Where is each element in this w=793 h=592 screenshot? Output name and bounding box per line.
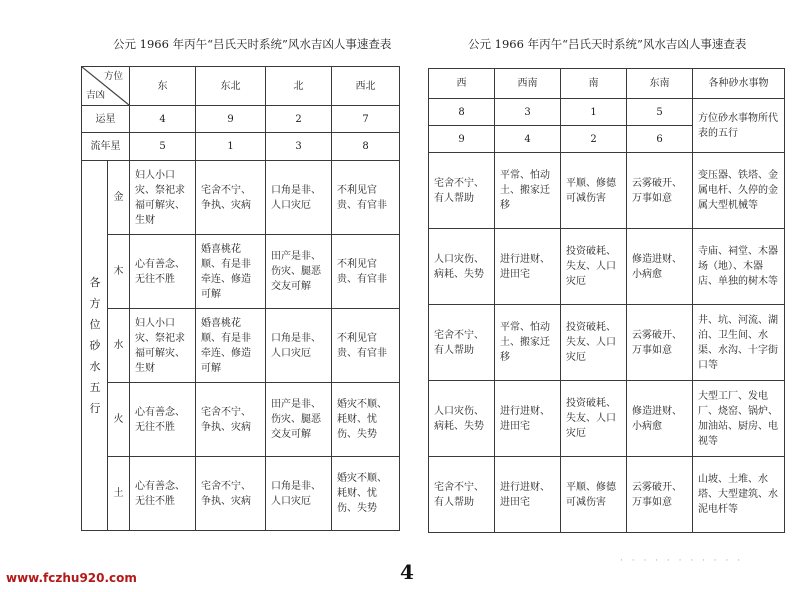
table-cell: 修造进财、小病愈 — [627, 381, 693, 457]
row-label: 流年星 — [82, 133, 130, 161]
star-number: 1 — [561, 99, 627, 126]
table-cell: 宅舍不宁、有人帮助 — [429, 457, 495, 533]
corner-bottom-label: 吉凶 — [86, 90, 106, 101]
element-label: 金 — [108, 161, 130, 235]
element-row — [82, 161, 400, 235]
things-cell: 寺庙、祠堂、木器场（地）、木器店、单独的树木等 — [693, 229, 785, 305]
star-number: 9 — [429, 126, 495, 153]
star-number: 2 — [266, 106, 332, 133]
table-cell: 婚喜桃花顺、有是非牵连、修造可解 — [196, 309, 266, 383]
row-label: 运星 — [82, 106, 130, 133]
things-cell: 大型工厂、发电厂、烧窑、锅炉、加油站、厨房、电视等 — [693, 381, 785, 457]
column-header: 南 — [561, 69, 627, 99]
scan-dots: · · · · · · · · · · · — [620, 556, 744, 566]
table-cell: 投资破耗、失友、人口灾厄 — [561, 381, 627, 457]
element-row — [82, 235, 400, 309]
table-cell: 平顺、修德可减伤害 — [561, 153, 627, 229]
table-cell: 口角是非、人口灾厄 — [266, 457, 332, 531]
table-cell: 投资破耗、失友、人口灾厄 — [561, 305, 627, 381]
watermark-url[interactable]: www.fczhu920.com — [6, 571, 137, 585]
table-cell: 平常、怕动土、搬家迁移 — [495, 305, 561, 381]
table-cell: 宅舍不宁、争执、灾病 — [196, 383, 266, 457]
element-label: 木 — [108, 235, 130, 309]
header-row — [82, 67, 400, 106]
things-cell: 井、坑、河流、湖泊、卫生间、水渠、水沟、十字街口等 — [693, 305, 785, 381]
left-page-title: 公元 1966 年丙午“吕氏天时系统”风水吉凶人事速查表 — [113, 37, 392, 51]
left-lookup-table — [81, 66, 400, 531]
element-row — [82, 309, 400, 383]
table-cell: 婚灾不顺、耗财、忧伤、失势 — [332, 383, 400, 457]
table-cell: 婚灾不顺、耗财、忧伤、失势 — [332, 457, 400, 531]
element-row — [82, 457, 400, 531]
table-cell: 妇人小口灾、祭祀求福可解灾、生财 — [130, 161, 196, 235]
table-cell: 不利见官贵、有官非 — [332, 309, 400, 383]
group-label: 各方位砂水五行 — [89, 276, 101, 415]
column-header: 东北 — [196, 67, 266, 106]
element-row — [429, 153, 785, 229]
table-cell: 进行进财、进田宅 — [495, 457, 561, 533]
column-header: 西 — [429, 69, 495, 99]
star-number: 7 — [332, 106, 400, 133]
column-header: 各种砂水事物 — [693, 69, 785, 99]
table-cell: 投资破耗、失友、人口灾厄 — [561, 229, 627, 305]
star-number: 2 — [561, 126, 627, 153]
table-cell: 心有善念、无往不胜 — [130, 383, 196, 457]
star-number: 1 — [196, 133, 266, 161]
element-label: 水 — [108, 309, 130, 383]
star-number: 8 — [332, 133, 400, 161]
element-row — [429, 305, 785, 381]
element-row — [82, 383, 400, 457]
table-cell: 修造进财、小病愈 — [627, 229, 693, 305]
table-cell: 心有善念、无往不胜 — [130, 457, 196, 531]
column-header: 东 — [130, 67, 196, 106]
things-cell: 山坡、土堆、水塔、大型建筑、水泥电杆等 — [693, 457, 785, 533]
table-cell: 云雾破开、万事如意 — [627, 457, 693, 533]
table-cell: 田产是非、伤灾、腿恶交友可解 — [266, 383, 332, 457]
table-cell: 人口灾伤、病耗、失势 — [429, 229, 495, 305]
star-number: 3 — [266, 133, 332, 161]
table-cell: 云雾破开、万事如意 — [627, 305, 693, 381]
table-cell: 口角是非、人口灾厄 — [266, 161, 332, 235]
table-cell: 不利见官贵、有官非 — [332, 161, 400, 235]
star-number: 8 — [429, 99, 495, 126]
right-page-title: 公元 1966 年丙午“吕氏天时系统”风水吉凶人事速查表 — [468, 37, 747, 51]
table-cell: 宅舍不宁、争执、灾病 — [196, 457, 266, 531]
header-corner-cell — [82, 67, 130, 106]
star-number: 5 — [130, 133, 196, 161]
header-row — [429, 69, 785, 99]
element-label: 土 — [108, 457, 130, 531]
table-cell: 妇人小口灾、祭祀求福可解灾、生财 — [130, 309, 196, 383]
element-row — [429, 457, 785, 533]
star-number: 4 — [495, 126, 561, 153]
things-note: 方位砂水事物所代表的五行 — [693, 99, 785, 153]
table-cell: 云雾破开、万事如意 — [627, 153, 693, 229]
element-label: 火 — [108, 383, 130, 457]
column-header: 东南 — [627, 69, 693, 99]
table-cell: 口角是非、人口灾厄 — [266, 309, 332, 383]
right-lookup-table — [428, 68, 785, 533]
group-label-cell — [82, 161, 108, 531]
table-cell: 进行进财、进田宅 — [495, 229, 561, 305]
table-cell: 人口灾伤、病耗、失势 — [429, 381, 495, 457]
star-number: 9 — [196, 106, 266, 133]
star-number: 3 — [495, 99, 561, 126]
things-cell: 变压器、铁塔、金属电杆、久停的金属大型机械等 — [693, 153, 785, 229]
liunian-row — [82, 133, 400, 161]
element-row — [429, 381, 785, 457]
yunxing-row — [82, 106, 400, 133]
table-cell: 田产是非、伤灾、腿恶交友可解 — [266, 235, 332, 309]
table-cell: 不利见官贵、有官非 — [332, 235, 400, 309]
corner-top-label: 方位 — [103, 71, 123, 82]
table-cell: 婚喜桃花顺、有是非牵连、修造可解 — [196, 235, 266, 309]
element-row — [429, 229, 785, 305]
table-cell: 进行进财、进田宅 — [495, 381, 561, 457]
table-cell: 宅舍不宁、争执、灾病 — [196, 161, 266, 235]
column-header: 西南 — [495, 69, 561, 99]
star-number: 5 — [627, 99, 693, 126]
table-cell: 心有善念、无往不胜 — [130, 235, 196, 309]
page-number: 4 — [400, 560, 414, 584]
table-cell: 平常、怕动土、搬家迁移 — [495, 153, 561, 229]
yunxing-row — [429, 99, 785, 126]
table-cell: 平顺、修德可减伤害 — [561, 457, 627, 533]
table-cell: 宅舍不宁、有人帮助 — [429, 305, 495, 381]
star-number: 4 — [130, 106, 196, 133]
table-cell: 宅舍不宁、有人帮助 — [429, 153, 495, 229]
star-number: 6 — [627, 126, 693, 153]
column-header: 西北 — [332, 67, 400, 106]
column-header: 北 — [266, 67, 332, 106]
